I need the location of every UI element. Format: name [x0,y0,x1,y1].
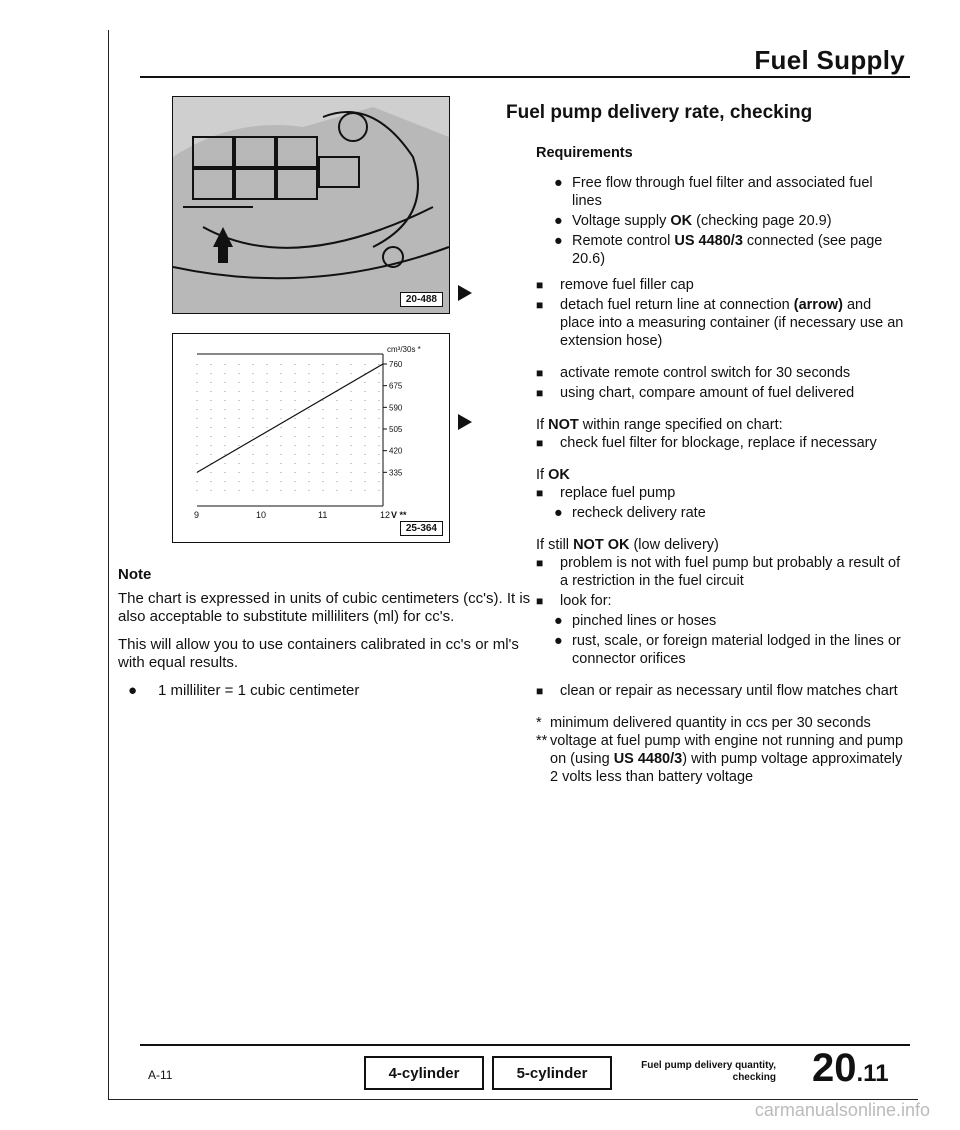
condition-not-ok: If NOT within range specified on chart: [536,417,783,433]
x-tick-label: 12 [380,510,391,520]
engine-photo-figure [172,96,450,314]
procedure-step: ■ clean or repair as necessary until flow matches chart [536,683,898,699]
square-bullet-icon: ■ [536,594,544,608]
dot-bullet-icon: ● [554,233,563,249]
requirement-item: ● Free flow through fuel filter and associated fuel lines [554,175,873,209]
page-reference: A-11 [148,1068,173,1082]
procedure-column [506,102,906,786]
procedure-step: ■ using chart, compare amount of fuel delivered [536,385,855,401]
section-title: Fuel pump delivery rate, checking [506,102,813,123]
square-bullet-icon: ■ [536,298,544,312]
square-bullet-icon: ■ [536,556,544,570]
footer-caption: Fuel pump delivery quantity, checking [641,1060,776,1083]
chart-figure-number: 25-364 [400,521,443,536]
y-tick-label: 420 [389,446,403,456]
x-tick-label: 11 [318,510,328,520]
condition-still-not-ok: If still NOT OK (low delivery) [536,537,719,553]
x-axis-label: V ** [391,510,407,520]
footnote-voltage: ** voltage at fuel pump with engine not running and pump on (using US 4480/3) with pump voltage approximately 2 volts less than battery voltage [536,733,904,785]
square-bullet-icon: ■ [536,366,544,380]
footer-rule [140,1044,910,1046]
y-tick-label: 590 [389,403,403,413]
procedure-step: ■ activate remote control switch for 30 seconds [536,365,851,381]
procedure-substep: ● recheck delivery rate [554,505,706,521]
square-bullet-icon: ■ [536,486,544,500]
y-axis-label: cm³/30s * [387,345,421,354]
requirements-heading: Requirements [536,145,633,161]
page-header-title: Fuel Supply [754,45,905,75]
chart-pointer-arrow-icon [458,414,472,430]
y-tick-label: 675 [389,381,403,391]
photo-pointer-arrow-icon [458,285,472,301]
square-bullet-icon: ■ [536,278,544,292]
square-bullet-icon: ■ [536,684,544,698]
chart-plot [173,334,449,542]
note-paragraph: This will allow you to use containers calibrated in cc's or ml's with equal results. [118,636,519,671]
dot-bullet-icon: ● [554,175,563,191]
engine-photo-illustration [173,97,449,313]
note-paragraph: The chart is expressed in units of cubic centimeters (cc's). It is also acceptable to substitute milliliters (ml) for cc's. [118,590,531,625]
dot-bullet-icon: ● [128,682,138,699]
y-tick-label: 760 [389,360,403,369]
dot-bullet-icon: ● [554,633,563,649]
four-cylinder-tab[interactable]: 4-cylinder [364,1056,484,1090]
square-bullet-icon: ■ [536,386,544,400]
x-tick-label: 9 [194,510,200,520]
x-tick-label: 10 [256,510,267,520]
delivery-rate-chart [172,333,450,543]
procedure-substep: ● pinched lines or hoses [554,613,717,629]
five-cylinder-tab[interactable]: 5-cylinder [492,1056,612,1090]
requirement-item: ● Remote control US 4480/3 connected (see page 20.6) [554,233,883,267]
watermark: carmanualsonline.info [754,1100,930,1120]
note-heading: Note [118,566,152,583]
header-rule [140,76,910,78]
note-bullet: ● 1 milliliter = 1 cubic centimeter [128,682,360,699]
footnote-minimum-quantity: * minimum delivered quantity in ccs per 30 seconds [536,715,871,731]
requirement-item: ● Voltage supply OK (checking page 20.9) [554,213,832,229]
page-number: 20.11 [812,1046,889,1090]
condition-ok: If OK [536,467,570,483]
dot-bullet-icon: ● [554,505,563,521]
procedure-step: ■ check fuel filter for blockage, replace if necessary [536,435,877,451]
dot-bullet-icon: ● [554,213,563,229]
note-block [118,566,538,700]
procedure-step: ■ detach fuel return line at connection (arrow) and place into a measuring container (if necessary use an extension hose) [536,297,904,349]
procedure-step: ■ remove fuel filler cap [536,277,694,293]
square-bullet-icon: ■ [536,436,544,450]
dot-bullet-icon: ● [554,613,563,629]
photo-figure-number: 20-488 [400,292,443,307]
procedure-step: ■ problem is not with fuel pump but probably a result of a restriction in the fuel circuit [536,555,901,589]
procedure-step: ■ replace fuel pump [536,485,676,501]
y-tick-label: 505 [389,425,403,434]
procedure-substep: ● rust, scale, or foreign material lodged in the lines or connector orifices [554,633,901,667]
y-tick-label: 335 [389,468,403,478]
page-border-left [108,30,109,1100]
procedure-step: ■ look for: [536,593,612,609]
